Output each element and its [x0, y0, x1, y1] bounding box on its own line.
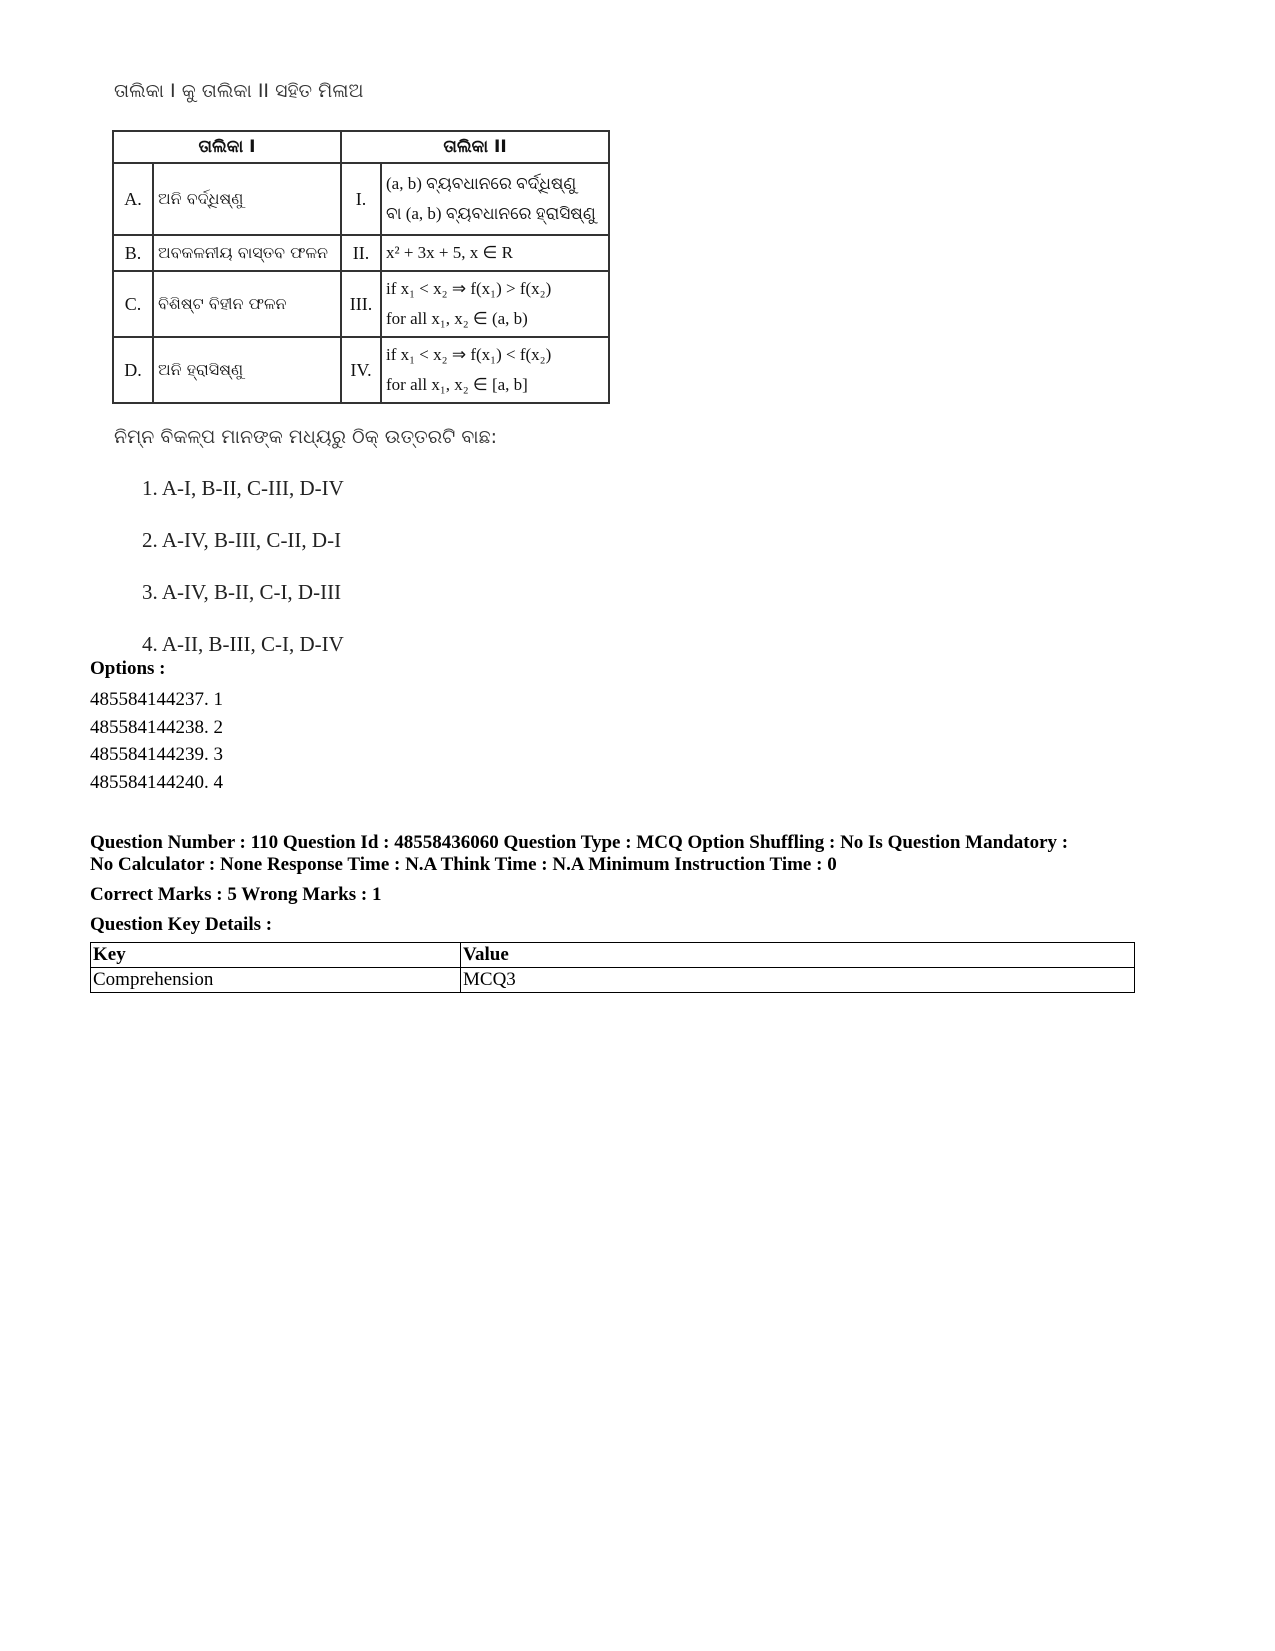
- match-table: [112, 130, 610, 404]
- key-table: [90, 942, 1135, 993]
- list-2-line: for all x₁, x₂ ∈ (a, b): [386, 309, 528, 328]
- question-info: [90, 832, 1140, 876]
- table-row: [113, 235, 609, 271]
- row-label: C.: [113, 271, 153, 337]
- question-instruction: ନିମ୍ନ ବିକଳ୍ପ ମାନଙ୍କ ମଧ୍ୟରୁ ଠିକ୍ ଉତ୍ତରଟି ବାଛ:: [114, 426, 498, 448]
- answer-choice: 1. A-I, B-II, C-III, D-IV: [142, 476, 344, 500]
- row-label: IV.: [341, 337, 381, 403]
- match-table-header: [113, 131, 609, 163]
- key-header: Key: [91, 943, 461, 968]
- key-details-label: Question Key Details :: [90, 914, 273, 935]
- options-label: Options :: [90, 658, 166, 679]
- question-heading: ତାଲିକା I କୁ ତାଲିକା II ସହିତ ମିଳାଅ: [114, 80, 364, 102]
- list-2-item: [381, 163, 609, 235]
- list-1-item: ଅବକଳନୀୟ ବାସ୍ତବ ଫଳନ: [153, 235, 341, 271]
- answer-choice: 2. A-IV, B-III, C-II, D-I: [142, 528, 342, 552]
- value-cell: MCQ3: [461, 968, 1135, 993]
- list-2-header: ତାଲିକା II: [341, 131, 609, 163]
- list-2-line: x² + 3x + 5, x ∈ R: [386, 243, 513, 262]
- table-row: [91, 968, 1135, 993]
- option-item: 485584144239. 3: [90, 744, 223, 765]
- question-info-line: No Calculator : None Response Time : N.A Think Time : N.A Minimum Instruction Time : 0: [90, 854, 837, 875]
- row-label: I.: [341, 163, 381, 235]
- row-label: A.: [113, 163, 153, 235]
- answer-choice: 4. A-II, B-III, C-I, D-IV: [142, 632, 344, 656]
- list-1-header: ତାଲିକା I: [113, 131, 341, 163]
- list-2-line: ବା (a, b) ବ୍ୟବଧାନରେ ହ୍ରାସିଷ୍ଣୁ: [386, 204, 596, 223]
- question-info-line: Question Number : 110 Question Id : 48558436060 Question Type : MCQ Option Shuffling : No Is Question Mandatory :: [90, 832, 1069, 853]
- row-label: D.: [113, 337, 153, 403]
- key-table-header: [91, 943, 1135, 968]
- table-row: [113, 163, 609, 235]
- row-label: II.: [341, 235, 381, 271]
- option-item: 485584144237. 1: [90, 689, 223, 710]
- list-2-item: [381, 271, 609, 337]
- value-header: Value: [461, 943, 1135, 968]
- list-2-line: for all x₁, x₂ ∈ [a, b]: [386, 375, 528, 394]
- list-2-item: [381, 235, 609, 271]
- list-1-item: ବିଶିଷ୍ଟ ବିହୀନ ଫଳନ: [153, 271, 341, 337]
- table-row: [113, 271, 609, 337]
- list-2-line: if x₁ < x₂ ⇒ f(x₁) > f(x₂): [386, 279, 552, 298]
- key-cell: Comprehension: [91, 968, 461, 993]
- question-details: [90, 658, 1140, 993]
- row-label: B.: [113, 235, 153, 271]
- question-image: [112, 80, 610, 684]
- list-2-item: [381, 337, 609, 403]
- table-row: [113, 337, 609, 403]
- list-1-item: ଅନି ହ୍ରାସିଷ୍ଣୁ: [153, 337, 341, 403]
- list-1-item: ଅନି ବର୍ଦ୍ଧିଷ୍ଣୁ: [153, 163, 341, 235]
- marks-line: Correct Marks : 5 Wrong Marks : 1: [90, 884, 382, 905]
- option-item: 485584144238. 2: [90, 716, 223, 738]
- option-item: 485584144240. 4: [90, 771, 223, 793]
- list-2-line: if x₁ < x₂ ⇒ f(x₁) < f(x₂): [386, 345, 552, 364]
- answer-choice: 3. A-IV, B-II, C-I, D-III: [142, 580, 342, 604]
- row-label: III.: [341, 271, 381, 337]
- list-2-line: (a, b) ବ୍ୟବଧାନରେ ବର୍ଦ୍ଧିଷ୍ଣୁ: [386, 174, 577, 193]
